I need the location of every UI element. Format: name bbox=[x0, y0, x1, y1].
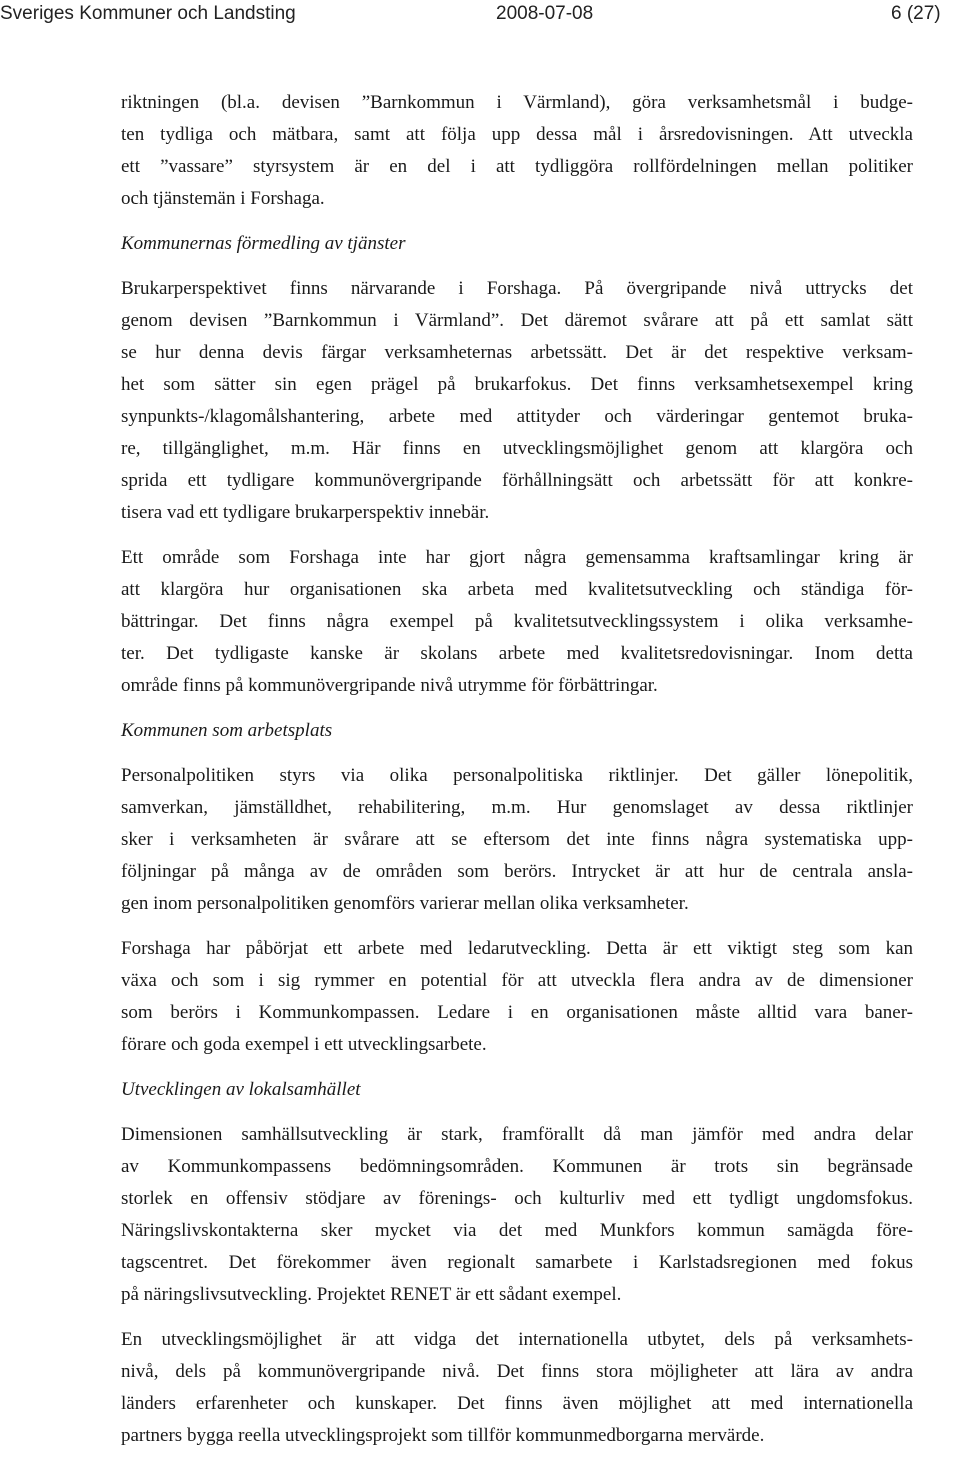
text-line: Ett område som Forshaga inte har gjort några gemensamma kraftsamlingar kring är bbox=[121, 547, 913, 568]
text-line: genom devisen ”Barnkommun i Värmland”. Det däremot svårare att på ett samlat sätt bbox=[121, 310, 913, 331]
text-line: Personalpolitiken styrs via olika personalpolitiska riktlinjer. Det gäller lönepolitik, bbox=[121, 765, 913, 786]
text-line: Näringslivskontakterna sker mycket via det med Munkfors kommun samägda före- bbox=[121, 1220, 913, 1241]
paragraph bbox=[121, 542, 913, 702]
text-line: av Kommunkompassens bedömningsområden. Kommunen är trots sin begränsade bbox=[121, 1156, 913, 1177]
text-line: het som sätter sin egen prägel på brukarfokus. Det finns verksamhetsexempel kring bbox=[121, 374, 913, 395]
header-organization: Sveriges Kommuner och Landsting bbox=[0, 3, 296, 24]
text-line: område finns på kommunövergripande nivå utrymme för förbättringar. bbox=[121, 675, 658, 696]
text-line: förare och goda exempel i ett utvecklingsarbete. bbox=[121, 1034, 487, 1055]
text-line: synpunkts-/klagomålshantering, arbete med attityder och värderingar gentemot bruka- bbox=[121, 406, 913, 427]
paragraph bbox=[121, 760, 913, 920]
text-line: tisera vad ett tydligare brukarperspektiv innebär. bbox=[121, 502, 490, 523]
text-line: ter. Det tydligaste kanske är skolans arbete med kvalitetsredovisningar. Inom detta bbox=[121, 643, 913, 664]
text-line: växa och som i sig rymmer en potential för att utveckla flera andra av de dimensioner bbox=[121, 970, 913, 991]
text-line: samverkan, jämställdhet, rehabilitering, m.m. Hur genomslaget av dessa riktlinjer bbox=[121, 797, 913, 818]
section-heading-lokalsamhallet: Utvecklingen av lokalsamhället bbox=[121, 1079, 361, 1100]
section-heading-arbetsplats: Kommunen som arbetsplats bbox=[121, 720, 333, 741]
header-date: 2008-07-08 bbox=[496, 3, 594, 24]
page-header bbox=[0, 3, 960, 25]
document-body bbox=[121, 87, 913, 1465]
text-line: som berörs i Kommunkompassen. Ledare i en organisationen måste alltid vara baner- bbox=[121, 1002, 913, 1023]
text-line: gen inom personalpolitiken genomförs varierar mellan olika verksamheter. bbox=[121, 893, 689, 914]
text-line: följningar på många av de områden som berörs. Intrycket är att hur de centrala ansla- bbox=[121, 861, 913, 882]
text-line: på näringslivsutveckling. Projektet RENET är ett sådant exempel. bbox=[121, 1284, 622, 1305]
text-line: se hur denna devis färgar verksamheternas arbetssätt. Det är det respektive verksam- bbox=[121, 342, 913, 363]
text-line: att klargöra hur organisationen ska arbeta med kvalitetsutveckling och ständiga för- bbox=[121, 579, 913, 600]
text-line: ett ”vassare” styrsystem är en del i att tydliggöra rollfördelningen mellan politiker bbox=[121, 156, 913, 177]
paragraph bbox=[121, 933, 913, 1061]
text-line: och tjänstemän i Forshaga. bbox=[121, 188, 325, 209]
text-line: partners bygga reella utvecklingsprojekt som tillför kommunmedborgarna mervärde. bbox=[121, 1425, 765, 1446]
text-line: bättringar. Det finns några exempel på kvalitetsutvecklingssystem i olika verksamhe- bbox=[121, 611, 913, 632]
text-line: Dimensionen samhällsutveckling är stark, framförallt då man jämför med andra delar bbox=[121, 1124, 913, 1145]
text-line: tagscentret. Det förekommer även regionalt samarbete i Karlstadsregionen med fokus bbox=[121, 1252, 913, 1273]
text-line: sker i verksamheten är svårare att se eftersom det inte finns några systematiska upp- bbox=[121, 829, 913, 850]
text-line: storlek en offensiv stödjare av förenings- och kulturliv med ett tydligt ungdomsfokus. bbox=[121, 1188, 913, 1209]
text-line: nivå, dels på kommunövergripande nivå. Det finns stora möjligheter att lära av andra bbox=[121, 1361, 913, 1382]
paragraph bbox=[121, 87, 913, 215]
section-heading-tjanster: Kommunernas förmedling av tjänster bbox=[121, 233, 406, 254]
text-line: re, tillgänglighet, m.m. Här finns en utvecklingsmöjlighet genom att klargöra och bbox=[121, 438, 913, 459]
paragraph bbox=[121, 1119, 913, 1311]
header-page-number: 6 (27) bbox=[891, 3, 941, 24]
text-line: ten tydliga och mätbara, samt att följa upp dessa mål i årsredovisningen. Att utveckla bbox=[121, 124, 913, 145]
text-line: riktningen (bl.a. devisen ”Barnkommun i Värmland), göra verksamhetsmål i budge- bbox=[121, 92, 913, 113]
text-line: sprida ett tydligare kommunövergripande förhållningsätt och arbetssätt för att konkre- bbox=[121, 470, 913, 491]
text-line: Brukarperspektivet finns närvarande i Forshaga. På övergripande nivå uttrycks det bbox=[121, 278, 913, 299]
text-line: Forshaga har påbörjat ett arbete med ledarutveckling. Detta är ett viktigt steg som kan bbox=[121, 938, 913, 959]
paragraph bbox=[121, 273, 913, 529]
text-line: En utvecklingsmöjlighet är att vidga det internationella utbytet, dels på verksamhets- bbox=[121, 1329, 913, 1350]
paragraph bbox=[121, 1324, 913, 1452]
text-line: länders erfarenheter och kunskaper. Det finns även möjlighet att med internationella bbox=[121, 1393, 913, 1414]
